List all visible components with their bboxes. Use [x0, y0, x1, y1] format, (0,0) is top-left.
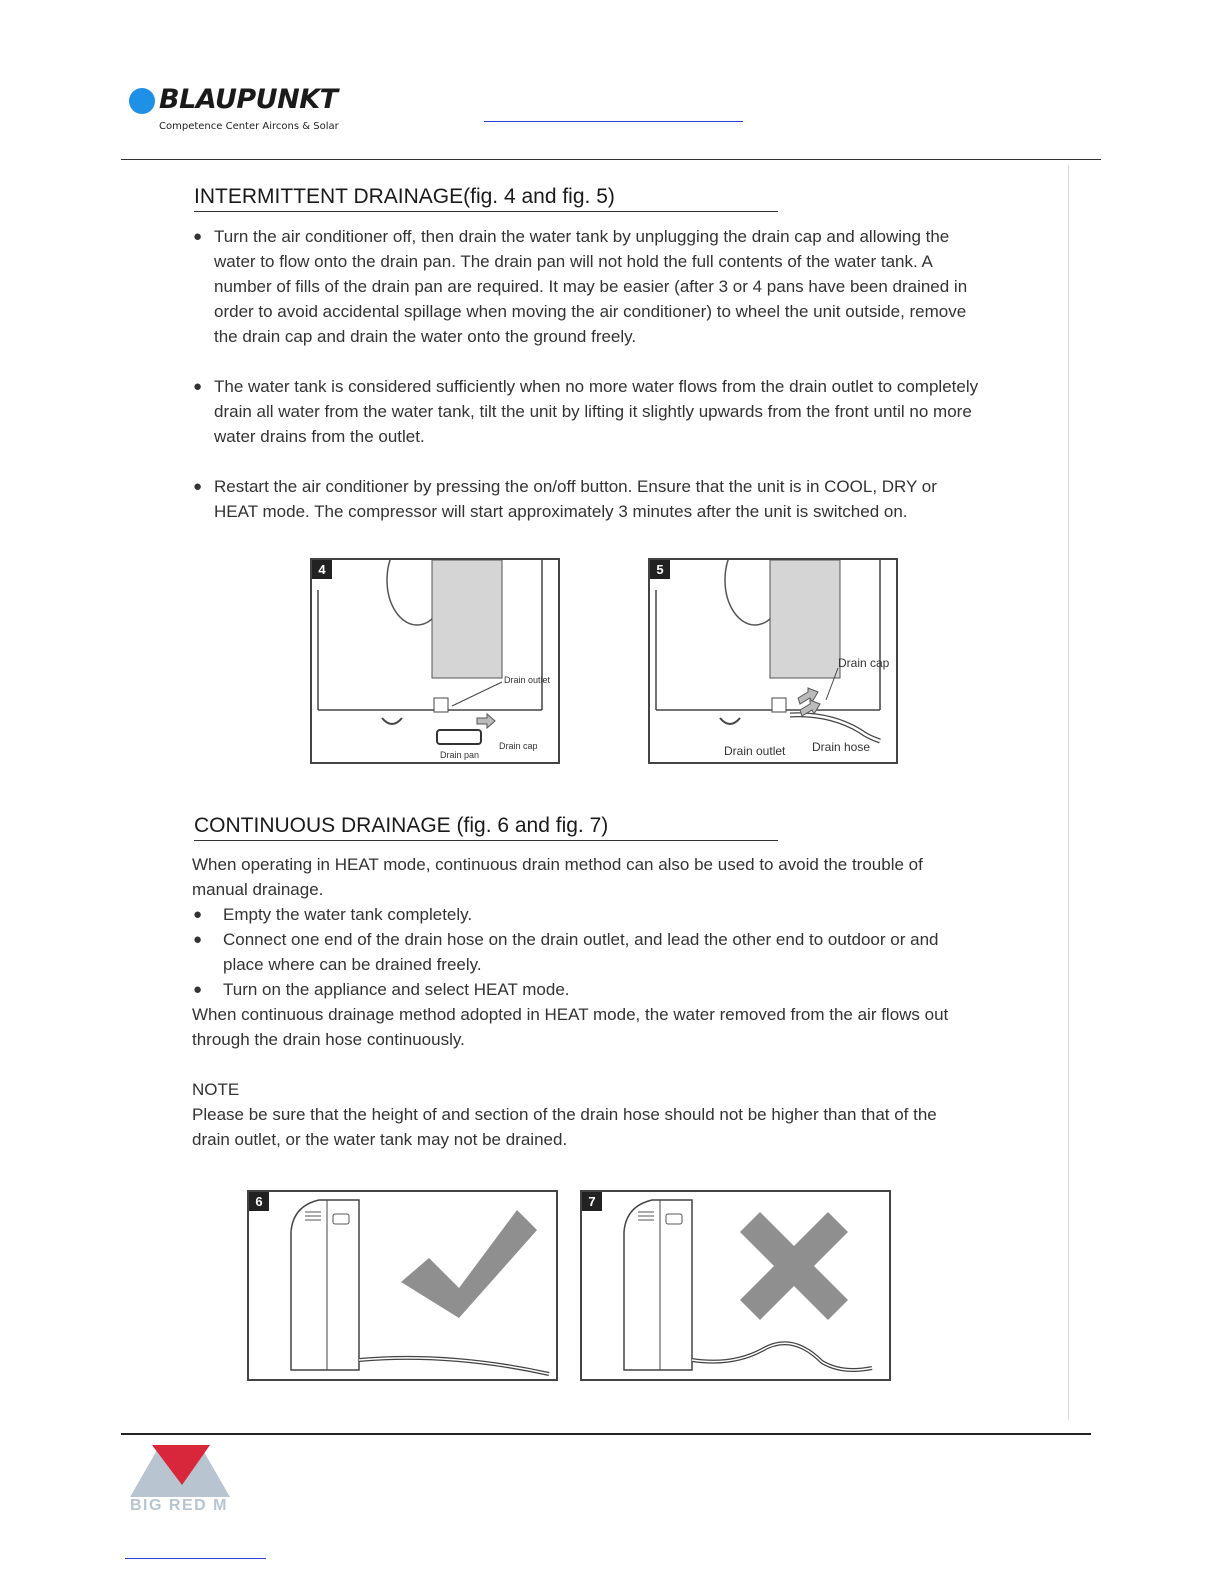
figure-7-number: 7 [582, 1192, 602, 1211]
side-divider [1068, 165, 1069, 1420]
bullet-icon: ● [193, 931, 203, 948]
label-drain-cap: Drain cap [838, 656, 890, 670]
bullet-icon: ● [193, 981, 203, 998]
figure-5-number: 5 [650, 560, 670, 579]
figure-6-drawing [249, 1192, 556, 1379]
figure-7-drawing [582, 1192, 889, 1379]
section-title-underline [194, 211, 778, 212]
check-icon [401, 1210, 537, 1318]
big-red-m-logo-text: BIG RED M [130, 1497, 228, 1514]
brand-tagline: Competence Center Aircons & Solar [159, 121, 339, 132]
section-title-underline [194, 840, 778, 841]
bullet-icon: ● [193, 906, 203, 923]
figure-6-number: 6 [249, 1192, 269, 1211]
section-title-continuous: CONTINUOUS DRAINAGE (fig. 6 and fig. 7) [194, 814, 609, 837]
list-item-connect-hose: Connect one end of the drain hose on the drain outlet, and lead the other end to outdoor or and place where can be drained freely. [223, 930, 939, 974]
figure-5 [648, 558, 898, 764]
paragraph-drain-tank: Turn the air conditioner off, then drain the water tank by unplugging the drain cap and allowing the water to flow onto the drain pan. The drain pan will not hold the full contents of the water tank. A number of fills of the drain pan are required. It may be easier (after 3 or 4 pans have been drained in order to avoid accidental spillage when moving the air conditioner) to wheel the unit outside, remove the drain cap and drain the water onto the ground freely. [214, 227, 968, 346]
figure-6 [247, 1190, 558, 1381]
note-title: NOTE [192, 1080, 240, 1099]
big-red-m-logo-icon [130, 1445, 230, 1497]
figure-4 [310, 558, 560, 764]
list-item-empty-tank: Empty the water tank completely. [223, 905, 473, 924]
brand-logo: BLAUPUNKT [159, 84, 338, 115]
cross-icon [740, 1212, 848, 1320]
paragraph-restart: Restart the air conditioner by pressing the on/off button. Ensure that the unit is in COOL, DRY or HEAT mode. The compressor will start approximately 3 minutes after the unit is switched on. [214, 477, 937, 521]
blaupunkt-dot-icon [129, 88, 155, 114]
footer-divider [121, 1433, 1091, 1435]
label-drain-pan: Drain pan [440, 750, 480, 760]
label-drain-cap: Drain cap [499, 741, 538, 751]
header-link-underline[interactable] [484, 121, 743, 122]
paragraph-continuous-intro: When operating in HEAT mode, continuous drain method can also be used to avoid the trouble of manual drainage. [192, 855, 923, 899]
section-title-intermittent: INTERMITTENT DRAINAGE(fig. 4 and fig. 5) [194, 185, 615, 208]
footer-link-underline[interactable] [125, 1558, 266, 1559]
list-item-heat-mode: Turn on the appliance and select HEAT mode. [223, 980, 570, 999]
figure-7 [580, 1190, 891, 1381]
label-drain-hose: Drain hose [812, 740, 871, 754]
figure-4-drawing [312, 560, 558, 762]
label-drain-outlet: Drain outlet [724, 744, 786, 758]
note-text: Please be sure that the height of and section of the drain hose should not be higher than that of the drain outlet, or the water tank may not be drained. [192, 1105, 937, 1149]
header-divider [121, 159, 1101, 160]
bullet-icon: ● [193, 228, 203, 245]
paragraph-continuous-outro: When continuous drainage method adopted in HEAT mode, the water removed from the air flows out through the drain hose continuously. [192, 1005, 949, 1049]
bullet-icon: ● [193, 478, 203, 495]
paragraph-tank-empty: The water tank is considered sufficiently when no more water flows from the drain outlet to completely drain all water from the water tank, tilt the unit by lifting it slightly upwards from the front until no more water drains from the outlet. [214, 377, 979, 446]
label-drain-outlet: Drain outlet [504, 675, 551, 685]
figure-4-number: 4 [312, 560, 332, 579]
bullet-icon: ● [193, 378, 203, 395]
